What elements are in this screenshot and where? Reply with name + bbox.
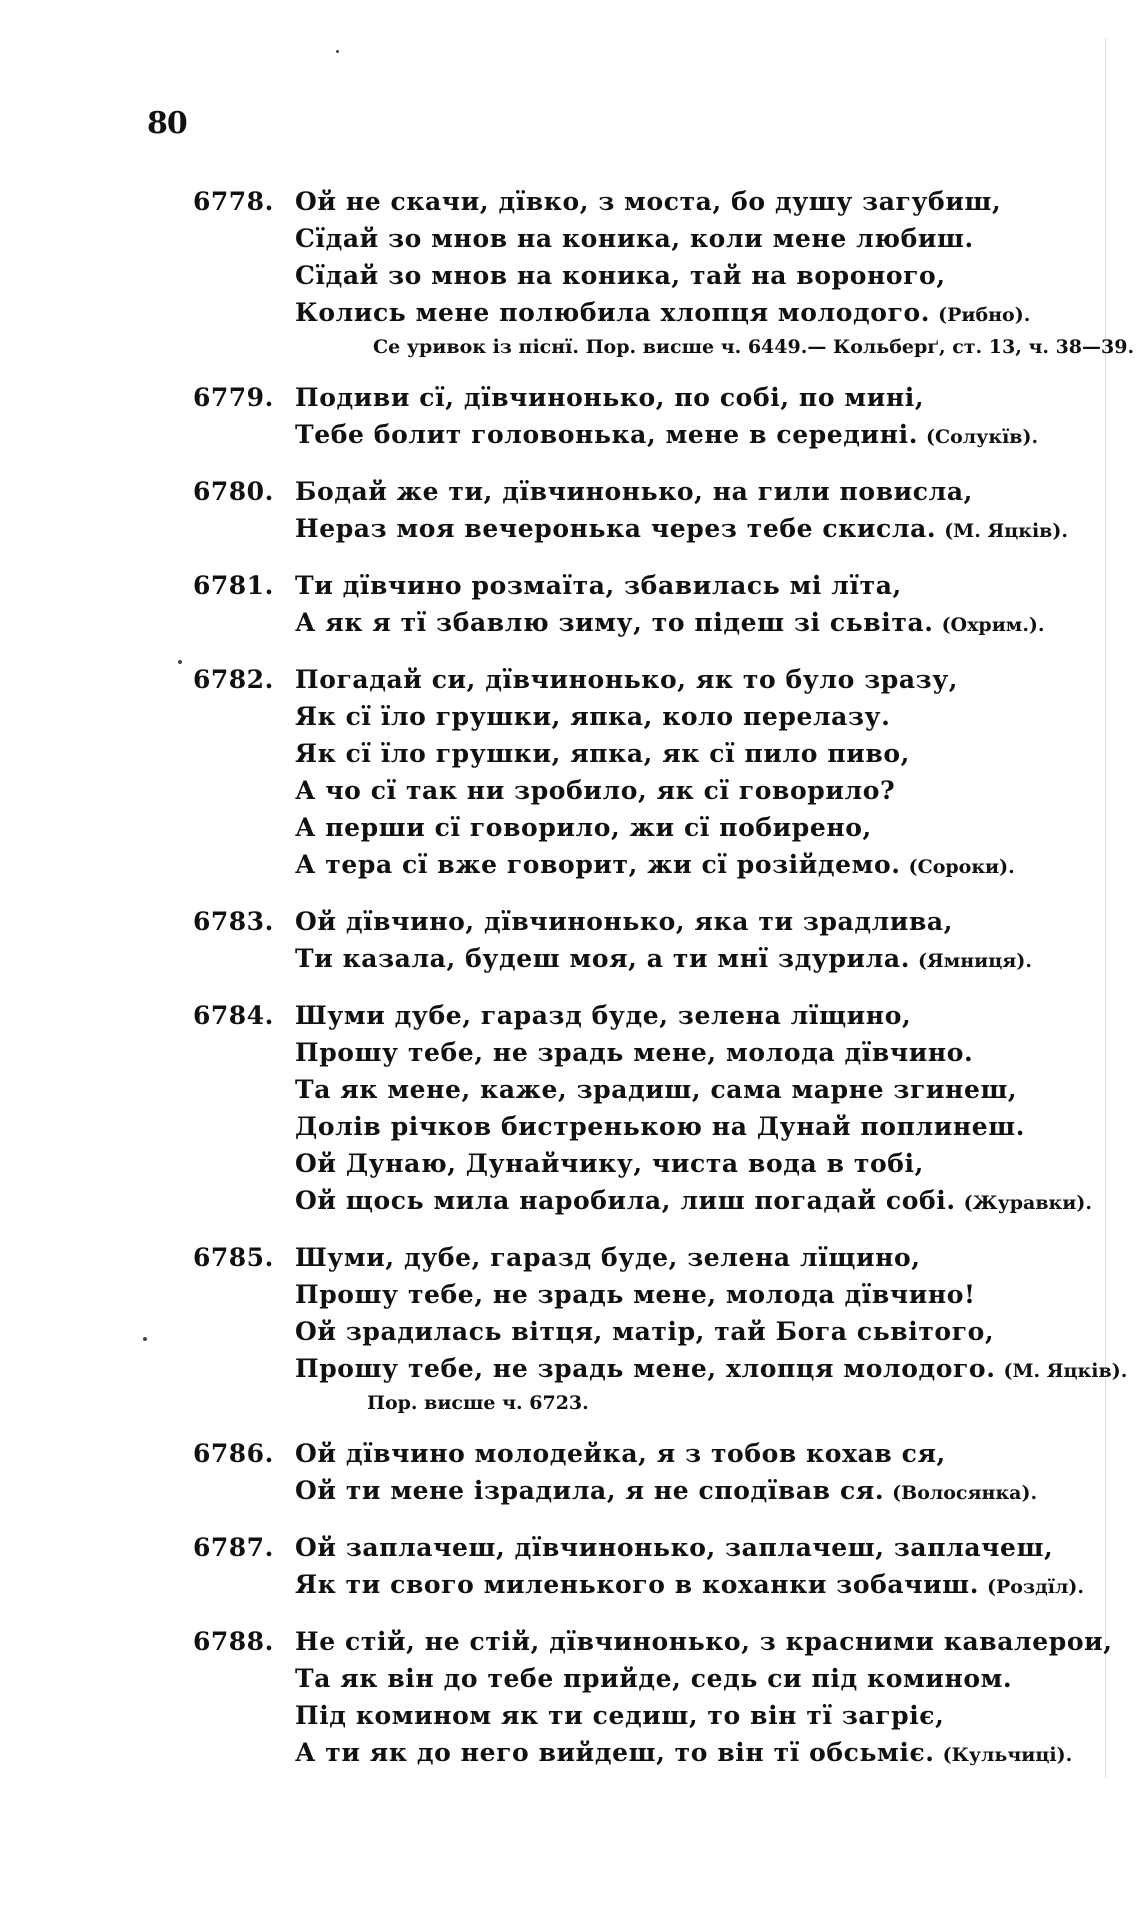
verse-line bbox=[295, 1145, 1140, 1182]
verse-text: Тебе болит головонька, мене в середині. bbox=[295, 420, 918, 449]
source-village: (Кульчиці). bbox=[942, 1744, 1073, 1766]
source-village: (Охрим.). bbox=[941, 614, 1045, 636]
verse-text: Ой щось мила наробила, лиш погадай собі. bbox=[295, 1186, 956, 1215]
source-village: (М. Яцків). bbox=[1003, 1360, 1128, 1382]
verse-text: Ой заплачеш, дївчинонько, заплачеш, заплачеш, bbox=[295, 1533, 1054, 1562]
verse-line bbox=[295, 1697, 1140, 1734]
verse-line bbox=[295, 183, 1140, 220]
song-entry bbox=[0, 473, 1140, 550]
verse-text: Ой дївчино, дївчинонько, яка ти зрадлива, bbox=[295, 907, 954, 936]
verse-text: Ой зрадилась вітця, матір, тай Бога сьвітого, bbox=[295, 1317, 995, 1346]
song-number: 6779. bbox=[193, 383, 274, 412]
song-number: 6781. bbox=[193, 571, 274, 600]
verse-line bbox=[295, 604, 1140, 644]
verse-text: Ой дївчино молодейка, я з тобов кохав ся, bbox=[295, 1439, 946, 1468]
verse-text: Ти казала, будеш моя, а ти мнї здурила. bbox=[295, 944, 911, 973]
verse-block bbox=[295, 1239, 1140, 1418]
verse-text: Як ти свого миленького в коханки зобачиш. bbox=[295, 1570, 980, 1599]
verse-block bbox=[295, 473, 1140, 550]
verse-text: Колись мене полюбила хлопця молодого. bbox=[295, 298, 931, 327]
verse-text: Сїдай зо мнов на коника, тай на вороного, bbox=[295, 261, 946, 290]
verse-text: Як сї їло грушки, япка, коло перелазу. bbox=[295, 702, 891, 731]
song-number: 6782. bbox=[193, 665, 274, 694]
verse-line bbox=[295, 772, 1140, 809]
song-entry bbox=[0, 1529, 1140, 1606]
verse-text: Сїдай зо мнов на коника, коли мене любиш. bbox=[295, 224, 974, 253]
song-number: 6784. bbox=[193, 1001, 274, 1030]
verse-text: Бодай же ти, дївчинонько, на гили повисла, bbox=[295, 477, 973, 506]
verse-text: А перши сї говорило, жи сї побирено, bbox=[295, 813, 872, 842]
verse-line bbox=[295, 1034, 1140, 1071]
verse-line bbox=[295, 416, 1140, 456]
verse-block bbox=[295, 1435, 1140, 1512]
verse-line bbox=[295, 567, 1140, 604]
verse-block bbox=[295, 183, 1140, 362]
verse-text: Долів річков бистренькою на Дунай поплинеш. bbox=[295, 1112, 1026, 1141]
verse-line bbox=[295, 940, 1140, 980]
verse-text: Шуми дубе, гаразд буде, зелена лїщино, bbox=[295, 1001, 912, 1030]
verse-line bbox=[295, 1660, 1140, 1697]
verse-line bbox=[295, 1313, 1140, 1350]
verse-text: Подиви сї, дївчинонько, по собі, по мині, bbox=[295, 383, 925, 412]
verse-text: Шуми, дубе, гаразд буде, зелена лїщино, bbox=[295, 1243, 921, 1272]
song-entry bbox=[0, 567, 1140, 644]
song-list bbox=[0, 183, 1140, 1791]
source-village: (М. Яцків). bbox=[944, 520, 1068, 542]
verse-line bbox=[295, 846, 1140, 886]
song-entry bbox=[0, 903, 1140, 980]
verse-text: Погадай си, дївчинонько, як то було зразу, bbox=[295, 665, 959, 694]
verse-line bbox=[295, 1350, 1140, 1390]
song-number: 6778. bbox=[193, 187, 274, 216]
song-entry bbox=[0, 1623, 1140, 1774]
song-entry bbox=[0, 1239, 1140, 1418]
verse-line bbox=[295, 220, 1140, 257]
verse-line bbox=[295, 294, 1140, 334]
song-number: 6785. bbox=[193, 1243, 274, 1272]
verse-line bbox=[295, 257, 1140, 294]
song-entry bbox=[0, 997, 1140, 1222]
verse-line bbox=[295, 735, 1140, 772]
verse-text: А ти як до него вийдеш, то він тї обсьміє. bbox=[295, 1738, 935, 1767]
verse-text: А тера сї вже говорит, жи сї розійдемо. bbox=[295, 850, 901, 879]
verse-text: Прошу тебе, не зрадь мене, молода дївчино! bbox=[295, 1280, 976, 1309]
verse-line bbox=[295, 997, 1140, 1034]
verse-text: Як сї їло грушки, япка, як сї пило пиво, bbox=[295, 739, 910, 768]
verse-line bbox=[295, 1239, 1140, 1276]
verse-text: Та як він до тебе прийде, седь си під комином. bbox=[295, 1664, 1013, 1693]
verse-line bbox=[295, 473, 1140, 510]
verse-text: Ой ти мене ізрадила, я не сподївав ся. bbox=[295, 1476, 885, 1505]
verse-line bbox=[295, 809, 1140, 846]
verse-line bbox=[295, 698, 1140, 735]
verse-block bbox=[295, 567, 1140, 644]
verse-line bbox=[295, 903, 1140, 940]
source-village: (Журавки). bbox=[963, 1192, 1092, 1214]
source-village: (Рибно). bbox=[938, 304, 1031, 326]
verse-line bbox=[295, 1276, 1140, 1313]
verse-block bbox=[295, 661, 1140, 886]
verse-text: А як я тї збавлю зиму, то підеш зі сьвіта. bbox=[295, 608, 934, 637]
verse-line bbox=[295, 510, 1140, 550]
verse-line bbox=[295, 1566, 1140, 1606]
verse-line bbox=[295, 1182, 1140, 1222]
song-number: 6780. bbox=[193, 477, 274, 506]
verse-line bbox=[295, 1623, 1140, 1660]
verse-line bbox=[295, 1071, 1140, 1108]
song-entry bbox=[0, 661, 1140, 886]
verse-line bbox=[295, 661, 1140, 698]
verse-text: Ой Дунаю, Дунайчику, чиста вода в тобі, bbox=[295, 1149, 924, 1178]
song-entry bbox=[0, 1435, 1140, 1512]
verse-block bbox=[295, 997, 1140, 1222]
verse-text: Під комином як ти седиш, то він тї загріє, bbox=[295, 1701, 945, 1730]
verse-text: Нераз моя вечеронька через тебе скисла. bbox=[295, 514, 937, 543]
verse-text: Та як мене, каже, зрадиш, сама марне згинеш, bbox=[295, 1075, 1018, 1104]
song-entry bbox=[0, 379, 1140, 456]
verse-block bbox=[295, 1529, 1140, 1606]
verse-block bbox=[295, 903, 1140, 980]
verse-line bbox=[295, 1529, 1140, 1566]
page-number: 80 bbox=[147, 106, 187, 141]
verse-line bbox=[295, 1734, 1140, 1774]
editorial-note: Пор. висше ч. 6723. bbox=[367, 1392, 589, 1414]
song-number: 6787. bbox=[193, 1533, 274, 1562]
verse-text: Прошу тебе, не зрадь мене, хлопця молодого. bbox=[295, 1354, 996, 1383]
verse-text: А чо сї так ни зробило, як сї говорило? bbox=[295, 776, 896, 805]
editorial-note: Се уривок із піснї. Пор. висше ч. 6449.— Кольберґ, ст. 13, ч. 38—39. bbox=[373, 336, 1135, 358]
song-number: 6786. bbox=[193, 1439, 274, 1468]
verse-text: Прошу тебе, не зрадь мене, молода дївчино. bbox=[295, 1038, 974, 1067]
source-village: (Волосянка). bbox=[892, 1482, 1038, 1504]
verse-text: Ти дївчино розмаїта, збавилась мі лїта, bbox=[295, 571, 902, 600]
source-village: (Солукїв). bbox=[926, 426, 1039, 448]
verse-line bbox=[295, 1108, 1140, 1145]
verse-line bbox=[295, 1472, 1140, 1512]
source-village: (Сороки). bbox=[908, 856, 1015, 878]
source-village: (Роздїл). bbox=[987, 1576, 1084, 1598]
verse-block bbox=[295, 1623, 1140, 1774]
verse-line bbox=[295, 1435, 1140, 1472]
song-entry bbox=[0, 183, 1140, 362]
verse-line bbox=[295, 379, 1140, 416]
verse-text: Ой не скачи, дївко, з моста, бо душу загубиш, bbox=[295, 187, 1002, 216]
verse-text: Не стій, не стій, дївчинонько, з красними кавалерои, bbox=[295, 1627, 1113, 1656]
scan-speck bbox=[336, 50, 339, 53]
song-number: 6783. bbox=[193, 907, 274, 936]
source-village: (Ямниця). bbox=[918, 950, 1032, 972]
song-number: 6788. bbox=[193, 1627, 274, 1656]
verse-block bbox=[295, 379, 1140, 456]
